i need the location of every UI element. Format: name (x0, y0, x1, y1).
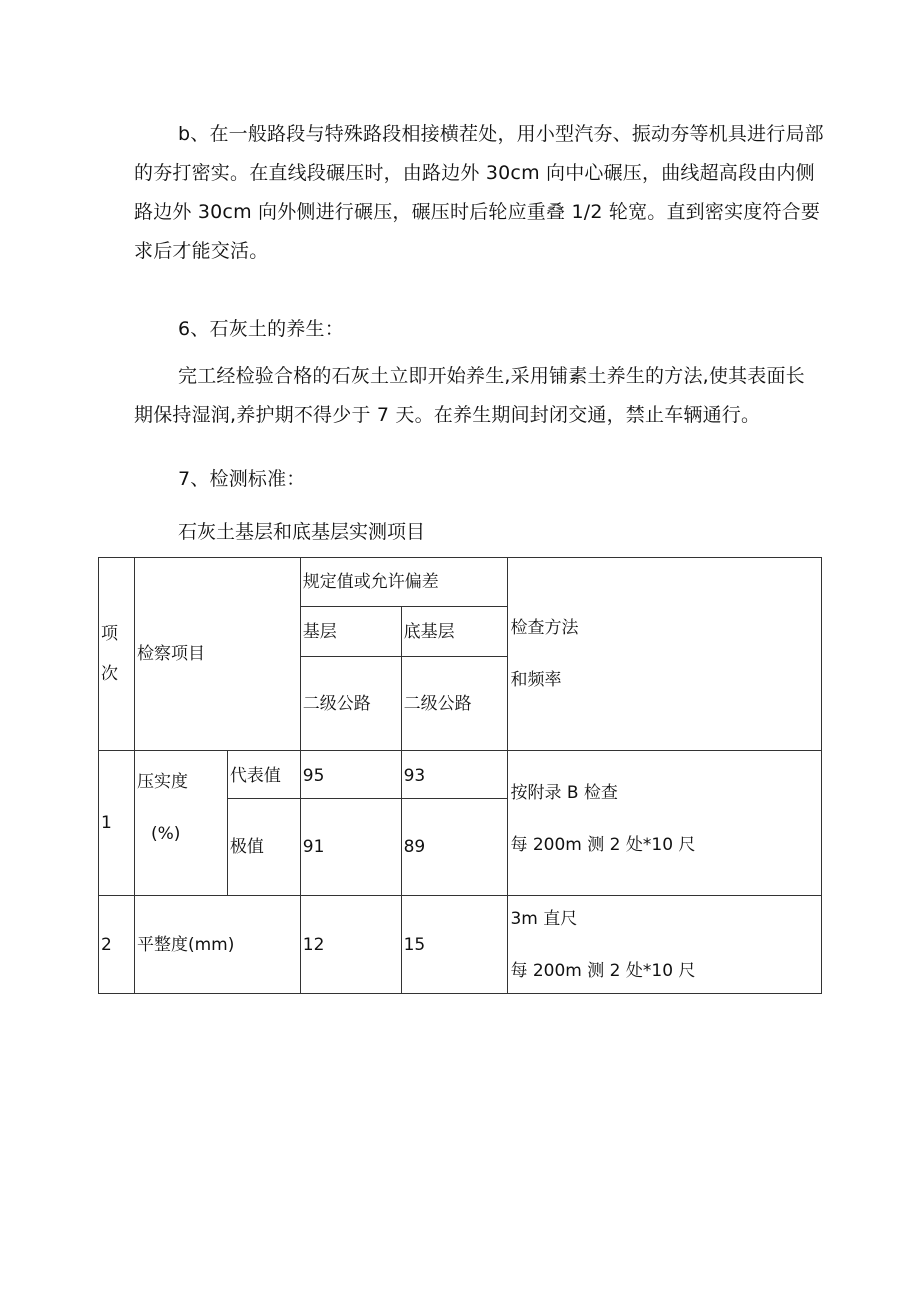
header-item-no-line-2: 次 (101, 664, 118, 684)
row-2-no: 2 (99, 896, 135, 994)
row-2-subbase: 15 (401, 896, 508, 994)
paragraph-b: b、在一般路段与特殊路段相接横茬处，用小型汽夯、振动夯等机具进行局部的夯打密实。在直线段碾压时，由路边外 30cm 向中心碾压，曲线超高段由内侧路边外 30cm 向外侧进行碾压，碾压时后轮应重叠 1/2 轮宽。直到密实度符合要求后才能交活。 (134, 123, 824, 262)
row-1-sub-1-label (227, 751, 300, 799)
row-1-sub-2-label: 极值 (227, 799, 300, 896)
header-tolerance: 规定值或允许偏差 (300, 558, 508, 607)
table-caption: 石灰土基层和底基层实测项目 (178, 521, 426, 543)
row-1-item-line-2: (%) (150, 824, 181, 844)
header-subbase: 底基层 (401, 607, 508, 657)
row-1-method-line-1: 按附录 B 检查 (510, 783, 618, 803)
table-row (99, 751, 822, 799)
row-1-item-line-1: 压实度 (136, 772, 188, 792)
header-method-line-1: 检查方法 (510, 618, 579, 638)
header-base-road: 二级公路 (300, 657, 401, 751)
table-row (99, 896, 822, 994)
header-item-no-line-1: 项 (101, 624, 118, 644)
row-1-method (508, 751, 822, 896)
header-item-no (99, 558, 135, 751)
header-inspect-item: 检察项目 (134, 558, 300, 751)
header-base: 基层 (300, 607, 401, 657)
inspection-table (98, 557, 822, 994)
header-subbase-road: 二级公路 (401, 657, 508, 751)
section-heading-7: 7、检测标准： (178, 468, 306, 490)
row-1-sub-1-subbase (401, 751, 508, 799)
row-2-method-line-2: 每 200m 测 2 处*10 尺 (510, 960, 696, 981)
table-header-row-1 (99, 558, 822, 607)
row-1-item (134, 751, 227, 896)
row-1-sub-1-base (300, 751, 401, 799)
row-2-item: 平整度(mm) (134, 896, 300, 994)
row-2-base: 12 (300, 896, 401, 994)
row-1-sub-1-subbase-text: 93 (403, 766, 426, 786)
row-2-method (508, 896, 822, 994)
section-heading-6: 6、石灰土的养生： (178, 318, 344, 340)
row-1-sub-1-label-text: 代表值 (229, 766, 281, 786)
row-2-method-line-1: 3m 直尺 (510, 908, 578, 929)
header-method-line-2: 和频率 (510, 670, 562, 690)
header-method (508, 558, 822, 751)
row-1-no: 1 (99, 751, 135, 896)
paragraph-curing: 完工经检验合格的石灰土立即开始养生,采用铺素土养生的方法,使其表面长期保持湿润,养护期不得少于 7 天。在养生期间封闭交通，禁止车辆通行。 (134, 365, 805, 426)
row-1-sub-1-base-text: 95 (302, 766, 325, 786)
row-1-sub-2-base: 91 (300, 799, 401, 896)
row-1-method-line-2: 每 200m 测 2 处*10 尺 (510, 835, 696, 855)
row-1-sub-2-subbase: 89 (401, 799, 508, 896)
